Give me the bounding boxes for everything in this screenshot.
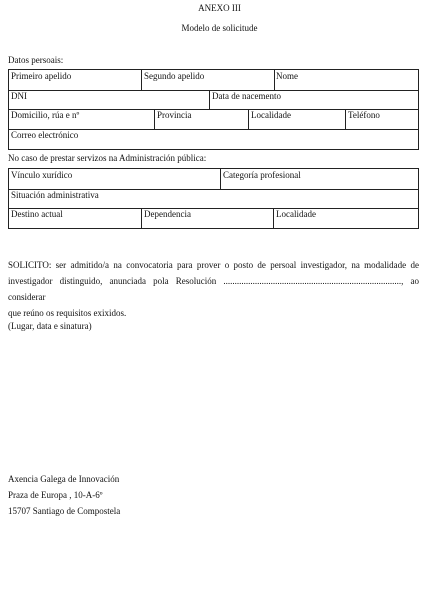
province-field[interactable]: Provincia	[157, 110, 192, 120]
signature-line: (Lugar, data e sinatura)	[8, 321, 92, 331]
professional-category-field[interactable]: Categoría profesional	[223, 170, 301, 180]
column-divider	[154, 109, 155, 129]
second-surname-field[interactable]: Segundo apelido	[144, 71, 205, 81]
column-divider	[274, 70, 275, 90]
column-divider	[141, 208, 142, 228]
locality-field[interactable]: Localidade	[251, 110, 291, 120]
column-divider	[141, 70, 142, 90]
legal-link-field[interactable]: Vínculo xurídico	[11, 170, 73, 180]
first-surname-field[interactable]: Primeiro apelido	[11, 71, 72, 81]
public-service-table	[8, 168, 419, 229]
phone-field[interactable]: Teléfono	[348, 110, 380, 120]
request-line: SOLICITO: ser admitido/a na convocatoria para prover o posto de persoal investigador, na modalidade de	[8, 260, 419, 270]
request-paragraph	[8, 257, 419, 321]
column-divider	[220, 169, 221, 189]
administrative-situation-field[interactable]: Situación administrativa	[11, 190, 99, 200]
annex-title: ANEXO III	[198, 3, 241, 13]
form-subtitle: Modelo de solicitude	[181, 23, 258, 33]
request-line: investigador distinguido, anunciada pola Resolución ..............................................................................., ao considerar	[8, 276, 419, 302]
request-line: que reúno os requisitos exixidos.	[8, 308, 127, 318]
dni-field[interactable]: DNI	[11, 91, 27, 101]
current-post-field[interactable]: Destino actual	[11, 209, 63, 219]
column-divider	[345, 109, 346, 129]
birth-date-field[interactable]: Data de nacemento	[212, 91, 281, 101]
email-field[interactable]: Correo electrónico	[11, 130, 79, 140]
row-divider	[9, 208, 418, 209]
address-line: Axencia Galega de Innovación	[8, 474, 120, 484]
column-divider	[273, 208, 274, 228]
personal-data-heading: Datos persoais:	[8, 55, 64, 65]
recipient-address	[8, 471, 120, 519]
department-field[interactable]: Dependencia	[144, 209, 191, 219]
column-divider	[209, 90, 210, 109]
work-locality-field[interactable]: Localidade	[276, 209, 316, 219]
address-line: Praza de Europa , 10-A-6º	[8, 490, 103, 500]
column-divider	[248, 109, 249, 129]
address-line: 15707 Santiago de Compostela	[8, 506, 121, 516]
address-field[interactable]: Domicilio, rúa e nº	[11, 110, 80, 120]
name-field[interactable]: Nome	[276, 71, 298, 81]
personal-data-table	[8, 69, 419, 150]
public-service-heading: No caso de prestar servizos na Administración pública:	[8, 153, 207, 163]
